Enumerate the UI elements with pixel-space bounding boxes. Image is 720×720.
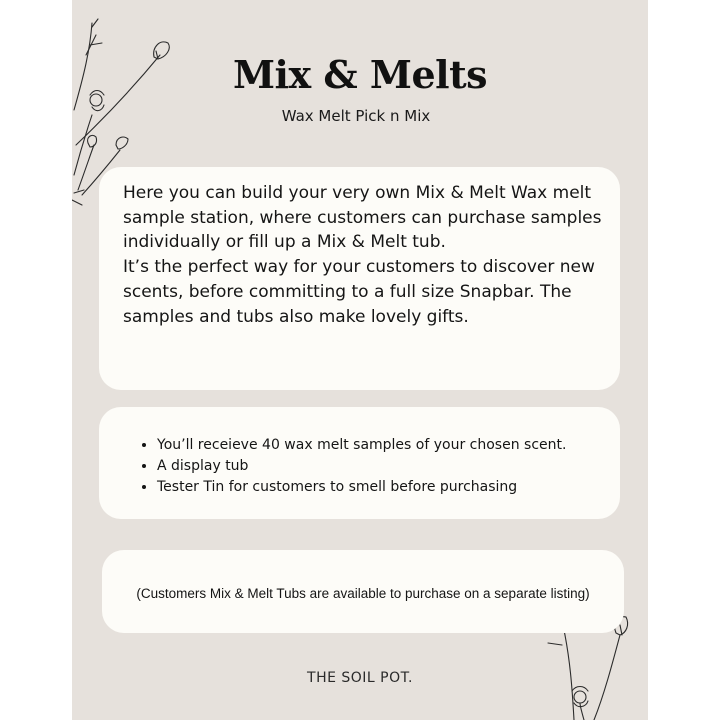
product-info-panel xyxy=(72,0,648,720)
list-item: • You’ll receieve 40 wax melt samples of your chosen scent. xyxy=(157,435,566,456)
note-text: (Customers Mix & Melt Tubs are available to purchase on a separate listing) xyxy=(136,586,590,601)
features-card xyxy=(99,407,620,519)
intro-paragraph: It’s the perfect way for your customers to discover new scents, before committing to a full size Snapbar. The samples and tubs also make lovely gifts. xyxy=(123,257,595,327)
intro-text xyxy=(123,181,603,329)
note-card xyxy=(102,550,624,633)
list-item: • Tester Tin for customers to smell before purchasing xyxy=(157,477,566,498)
intro-paragraph: Here you can build your very own Mix & Melt Wax melt sample station, where customers can purchase samples individually or fill up a Mix & Melt tub. xyxy=(123,183,602,253)
page-subtitle: Wax Melt Pick n Mix xyxy=(281,107,431,125)
page-title: Mix & Melts xyxy=(232,52,488,97)
features-list xyxy=(139,435,566,498)
brand-footer: THE SOIL POT. xyxy=(307,670,413,686)
intro-card xyxy=(99,167,620,390)
list-item: • A display tub xyxy=(157,456,566,477)
